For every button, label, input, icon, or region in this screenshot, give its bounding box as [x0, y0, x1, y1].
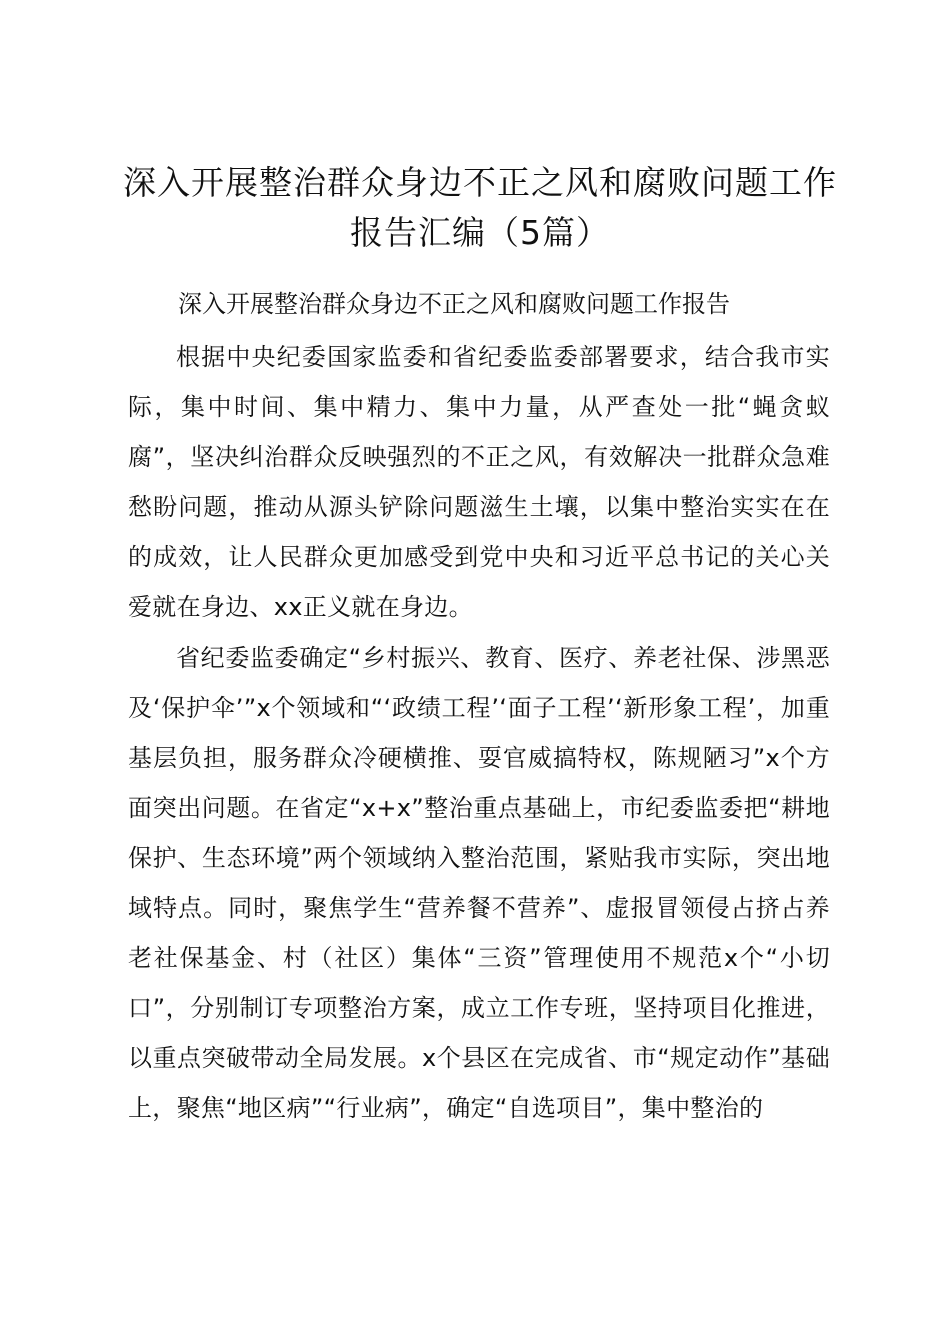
document-title: 深入开展整治群众身边不正之风和腐败问题工作报告汇编（5篇） — [123, 163, 837, 252]
document-body — [128, 332, 830, 1134]
body-paragraph-2: 省纪委监委确定“乡村振兴、教育、医疗、养老社保、涉黑恶及‘保护伞’”x个领域和“‘政绩工程’‘面子工程’‘新形象工程’，加重基层负担，服务群众冷硬横推、耍官威搞特权，陈规陋习”x个方面突出问题。在省定“x+x”整治重点基础上，市纪委监委把“耕地保护、生态环境”两个领域纳入整治范围，紧贴我市实际，突出地域特点。同时，聚焦学生“营养餐不营养”、虚报冒领侵占挤占养老社保基金、村（社区）集体“三资”管理使用不规范x个“小切口”，分别制订专项整治方案，成立工作专班，坚持项目化推进，以重点突破带动全局发展。x个县区在完成省、市“规定动作”基础上，聚焦“地区病”“行业病”，确定“自选项目”，集中整治的 — [128, 644, 830, 1122]
document-subtitle: 深入开展整治群众身边不正之风和腐败问题工作报告 — [178, 290, 730, 318]
body-paragraph-1: 根据中央纪委国家监委和省纪委监委部署要求，结合我市实际，集中时间、集中精力、集中力量，从严查处一批“蝇贪蚁腐”，坚决纠治群众反映强烈的不正之风，有效解决一批群众急难愁盼问题，推动从源头铲除问题滋生土壤，以集中整治实实在在的成效，让人民群众更加感受到党中央和习近平总书记的关心关爱就在身边、xx正义就在身边。 — [128, 343, 830, 621]
